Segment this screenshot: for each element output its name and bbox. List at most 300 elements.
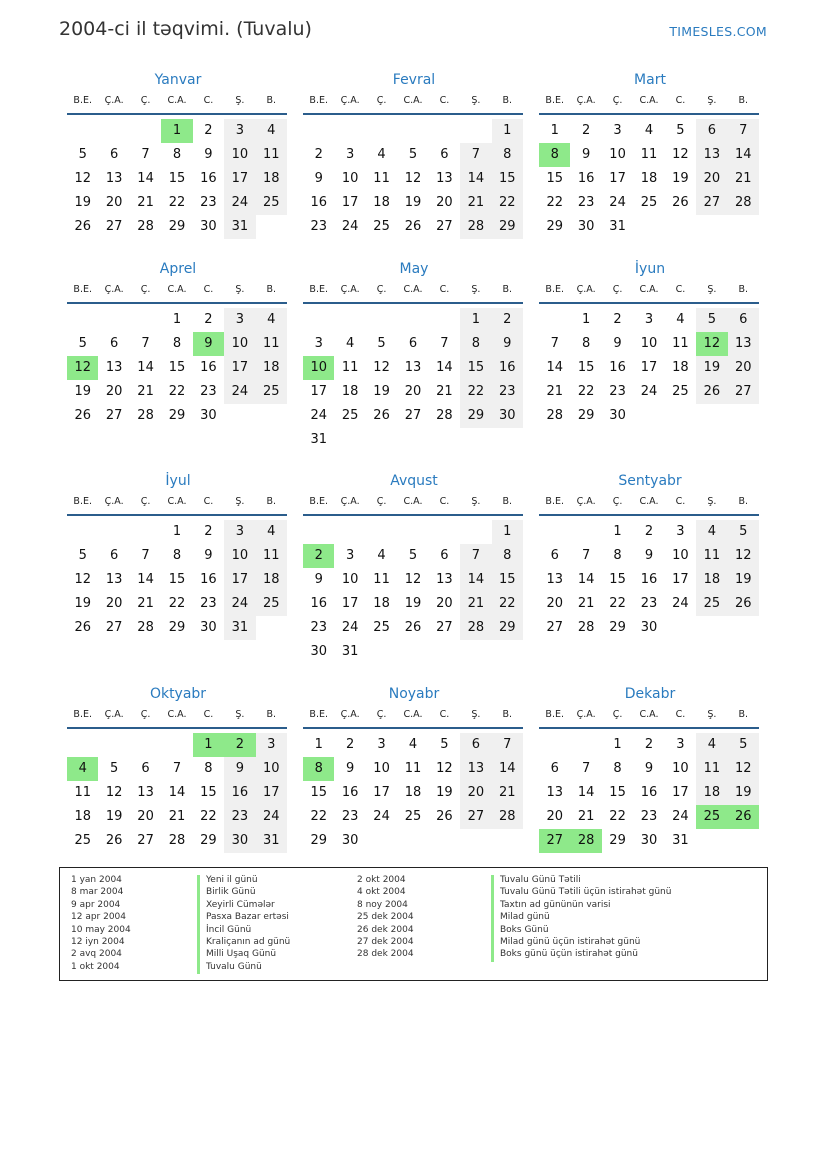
day-cell: 9 (224, 757, 255, 781)
day-cell: 22 (546, 195, 563, 210)
day-cell: 13 (436, 171, 453, 186)
weekday-label: C.A. (403, 95, 423, 106)
weekday-label: B.E. (309, 284, 328, 295)
legend-holiday-name: Boks günü üçün istirahət günü (491, 949, 671, 961)
day-cell: 15 (168, 360, 186, 375)
day-cell: 13 (105, 360, 123, 375)
legend-date: 2 okt 2004 (357, 875, 406, 885)
weekday-label: Ç. (376, 95, 387, 106)
day-cell: 20 (546, 596, 563, 611)
month-name: Oktyabr (149, 686, 207, 702)
day-cell: 23 (341, 809, 359, 824)
day-cell: 28 (460, 215, 491, 239)
day-cell: 28 (137, 408, 154, 423)
day-cell: 19 (728, 781, 759, 805)
day-cell: 12 (728, 757, 759, 781)
legend-holiday-name: Milad günü (491, 912, 671, 924)
weekday-label: Ç. (376, 709, 387, 720)
day-cell: 7 (141, 548, 150, 563)
day-cell: 27 (546, 620, 563, 635)
day-cell: 29 (168, 219, 186, 234)
day-cell: 19 (404, 596, 422, 611)
day-cell: 11 (256, 143, 287, 167)
legend-date: 25 dek 2004 (357, 912, 414, 923)
day-cell: 26 (404, 620, 422, 635)
day-cell: 24 (672, 596, 689, 611)
weekday-label: B. (266, 496, 277, 507)
day-cell: 13 (546, 785, 563, 800)
weekday-label: Ş. (235, 496, 245, 507)
month-name: İyul (165, 473, 191, 489)
weekday-label: B.E. (545, 709, 564, 720)
weekday-label: Ş. (707, 496, 717, 507)
weekday-label: C. (203, 95, 214, 106)
day-cell: 14 (137, 360, 154, 375)
weekday-label: C.A. (639, 496, 659, 507)
day-cell: 8 (172, 147, 182, 162)
day-cell: 6 (550, 761, 559, 776)
day-cell: 25 (256, 191, 287, 215)
day-cell: 1 (581, 312, 591, 327)
day-cell: 23 (640, 809, 658, 824)
day-cell: 23 (310, 620, 327, 635)
day-cell: 7 (550, 336, 559, 351)
day-cell: 13 (404, 360, 422, 375)
weekday-label: B. (502, 496, 513, 507)
day-cell: 19 (672, 171, 689, 186)
legend-date: 8 mar 2004 (71, 887, 124, 898)
day-cell: 8 (492, 544, 523, 568)
day-cell: 27 (105, 620, 123, 635)
day-cell: 17 (310, 384, 327, 399)
day-cell: 31 (609, 219, 626, 234)
day-cell: 11 (256, 332, 287, 356)
day-cell: 5 (408, 147, 418, 162)
day-cell: 12 (105, 785, 123, 800)
day-cell: 2 (204, 524, 213, 539)
day-cell: 19 (74, 596, 91, 611)
day-cell: 28 (728, 191, 759, 215)
legend-date: 12 iyn 2004 (71, 936, 125, 947)
day-cell: 21 (137, 195, 154, 210)
day-cell: 1 (613, 524, 622, 539)
day-cell: 3 (613, 123, 622, 138)
day-cell: 24 (609, 195, 626, 210)
day-cell: 10 (341, 572, 359, 587)
day-cell: 3 (224, 119, 255, 143)
day-cell: 22 (492, 592, 523, 616)
legend-names-right (491, 875, 671, 962)
weekday-label: B. (738, 709, 749, 720)
day-cell: 8 (172, 336, 182, 351)
holiday-day-cell: 4 (67, 757, 98, 781)
day-cell: 30 (640, 833, 658, 848)
day-cell: 19 (728, 568, 759, 592)
day-cell: 17 (672, 572, 689, 587)
day-cell: 3 (314, 336, 323, 351)
day-cell: 4 (408, 737, 418, 752)
day-cell: 5 (78, 336, 87, 351)
day-cell: 20 (404, 384, 422, 399)
day-cell: 1 (550, 123, 559, 138)
day-cell: 9 (314, 171, 323, 186)
weekday-label: Ş. (707, 95, 717, 106)
day-cell: 24 (224, 592, 255, 616)
day-cell: 27 (436, 219, 453, 234)
day-cell: 7 (460, 544, 491, 568)
day-cell: 25 (256, 592, 287, 616)
day-cell: 7 (141, 147, 150, 162)
day-cell: 12 (672, 147, 689, 162)
day-cell: 13 (546, 572, 563, 587)
day-cell: 22 (168, 195, 186, 210)
day-cell: 17 (224, 356, 255, 380)
day-cell: 16 (200, 572, 217, 587)
day-cell: 30 (200, 408, 217, 423)
day-cell: 31 (224, 215, 255, 239)
day-cell: 25 (341, 408, 359, 423)
day-cell: 19 (404, 195, 422, 210)
day-cell: 20 (137, 809, 154, 824)
month-name: Dekabr (624, 686, 676, 702)
day-cell: 6 (440, 548, 449, 563)
day-cell: 13 (137, 785, 154, 800)
legend-names-left (197, 875, 290, 974)
day-cell: 1 (492, 119, 523, 143)
day-cell: 18 (256, 167, 287, 191)
day-cell: 1 (172, 312, 182, 327)
day-cell: 3 (224, 520, 255, 544)
holiday-day-cell: 8 (539, 143, 570, 167)
day-cell: 29 (492, 215, 523, 239)
day-cell: 5 (78, 147, 87, 162)
day-cell: 18 (672, 360, 689, 375)
day-cell: 3 (256, 733, 287, 757)
day-cell: 25 (640, 195, 658, 210)
day-cell: 8 (492, 143, 523, 167)
day-cell: 20 (436, 195, 453, 210)
day-cell: 20 (105, 596, 123, 611)
weekday-label: C.A. (167, 95, 187, 106)
day-cell: 29 (546, 219, 563, 234)
weekday-label: Ç.A. (104, 284, 124, 295)
month-name: İyun (634, 261, 666, 277)
weekday-label: C.A. (403, 496, 423, 507)
day-cell: 16 (640, 572, 658, 587)
weekday-label: B. (502, 284, 513, 295)
day-cell: 11 (672, 336, 689, 351)
legend-date: 8 noy 2004 (357, 899, 408, 910)
day-cell: 31 (310, 432, 327, 447)
holiday-day-cell: 12 (67, 356, 98, 380)
day-cell: 31 (256, 829, 287, 853)
day-cell: 13 (728, 332, 759, 356)
day-cell: 29 (609, 833, 626, 848)
day-cell: 8 (204, 761, 213, 776)
weekday-label: C. (439, 496, 450, 507)
weekday-label: B. (738, 284, 749, 295)
day-cell: 16 (640, 785, 658, 800)
day-cell: 20 (105, 195, 123, 210)
holiday-day-cell: 2 (224, 733, 255, 757)
weekday-label: Ç. (612, 709, 623, 720)
day-cell: 14 (577, 785, 595, 800)
day-cell: 17 (373, 785, 390, 800)
day-cell: 15 (609, 785, 626, 800)
weekday-header (303, 284, 523, 304)
legend-date: 4 okt 2004 (357, 887, 406, 898)
month-name: Aprel (159, 261, 197, 277)
day-cell: 9 (492, 332, 523, 356)
holiday-day-cell: 10 (303, 356, 334, 380)
day-cell: 22 (492, 191, 523, 215)
weekday-label: B. (502, 95, 513, 106)
day-cell: 8 (613, 548, 622, 563)
weekday-label: Ç. (612, 284, 623, 295)
weekday-label: Ç. (140, 496, 151, 507)
day-cell: 5 (109, 761, 119, 776)
day-cell: 18 (74, 809, 91, 824)
day-cell: 22 (609, 809, 626, 824)
holiday-day-cell: 28 (570, 829, 601, 853)
day-cell: 24 (224, 380, 255, 404)
day-cell: 29 (577, 408, 595, 423)
day-cell: 8 (460, 332, 491, 356)
legend-date: 28 dek 2004 (357, 949, 414, 960)
weekday-label: Ç.A. (340, 709, 360, 720)
day-cell: 3 (345, 548, 355, 563)
day-cell: 23 (310, 219, 327, 234)
day-cell: 6 (408, 336, 418, 351)
legend-holiday-name: Milad günü üçün istirahət günü (491, 937, 671, 949)
day-cell: 26 (404, 219, 422, 234)
weekday-label: B.E. (73, 496, 92, 507)
day-cell: 14 (168, 785, 186, 800)
day-cell: 6 (109, 548, 119, 563)
day-cell: 23 (577, 195, 595, 210)
holiday-day-cell: 2 (303, 544, 334, 568)
weekday-label: Ş. (471, 496, 481, 507)
weekday-label: C. (203, 496, 214, 507)
day-cell: 7 (440, 336, 449, 351)
day-cell: 7 (141, 336, 150, 351)
day-cell: 19 (105, 809, 123, 824)
day-cell: 16 (577, 171, 595, 186)
day-cell: 28 (460, 616, 491, 640)
day-cell: 30 (577, 219, 595, 234)
weekday-label: B. (738, 496, 749, 507)
holiday-day-cell: 8 (303, 757, 334, 781)
weekday-header (539, 284, 759, 304)
day-cell: 1 (613, 737, 622, 752)
day-cell: 6 (440, 147, 449, 162)
weekday-label: C. (439, 95, 450, 106)
day-cell: 19 (696, 356, 727, 380)
brand-link[interactable]: TIMESLES.COM (669, 24, 767, 39)
day-cell: 9 (204, 548, 213, 563)
day-cell: 29 (609, 620, 626, 635)
day-cell: 9 (644, 548, 654, 563)
weekday-label: B.E. (545, 284, 564, 295)
day-cell: 19 (373, 384, 390, 399)
day-cell: 24 (672, 809, 689, 824)
legend-holiday-name: Tuvalu Günü Tətili (491, 875, 671, 887)
day-cell: 24 (341, 219, 359, 234)
day-cell: 29 (168, 408, 186, 423)
day-cell: 26 (672, 195, 689, 210)
legend-date: 12 apr 2004 (71, 912, 127, 923)
day-cell: 6 (696, 119, 727, 143)
day-cell: 12 (74, 572, 91, 587)
month-name: Mart (634, 72, 666, 88)
day-cell: 16 (310, 596, 327, 611)
day-cell: 21 (168, 809, 186, 824)
day-cell: 28 (436, 408, 453, 423)
day-cell: 2 (345, 737, 355, 752)
day-cell: 30 (341, 833, 359, 848)
day-cell: 23 (200, 596, 217, 611)
day-cell: 25 (404, 809, 422, 824)
weekday-label: C.A. (403, 709, 423, 720)
day-cell: 17 (341, 195, 359, 210)
day-cell: 9 (581, 147, 591, 162)
month-name: May (399, 261, 429, 277)
holiday-day-cell: 1 (193, 733, 224, 757)
legend-date: 10 may 2004 (71, 924, 131, 935)
weekday-label: Ç.A. (576, 709, 596, 720)
day-cell: 15 (460, 356, 491, 380)
weekday-header (67, 496, 287, 516)
day-cell: 18 (256, 568, 287, 592)
day-cell: 23 (492, 380, 523, 404)
day-cell: 11 (74, 785, 91, 800)
day-cell: 13 (436, 572, 453, 587)
day-cell: 6 (728, 308, 759, 332)
day-cell: 13 (460, 757, 491, 781)
day-cell: 27 (404, 408, 422, 423)
weekday-label: B. (266, 709, 277, 720)
weekday-label: Ç. (140, 284, 151, 295)
day-cell: 22 (577, 384, 595, 399)
holiday-legend (59, 867, 768, 981)
month-name: Noyabr (388, 686, 440, 702)
weekday-label: C.A. (639, 284, 659, 295)
day-cell: 15 (546, 171, 563, 186)
day-cell: 20 (436, 596, 453, 611)
day-cell: 22 (609, 596, 626, 611)
legend-holiday-name: Birlik Günü (197, 887, 290, 899)
day-cell: 28 (137, 219, 154, 234)
day-cell: 11 (256, 544, 287, 568)
day-cell: 25 (373, 620, 390, 635)
day-cell: 20 (728, 356, 759, 380)
day-cell: 25 (672, 384, 689, 399)
day-cell: 21 (436, 384, 453, 399)
day-cell: 23 (224, 805, 255, 829)
day-cell: 4 (256, 119, 287, 143)
day-cell: 24 (256, 805, 287, 829)
legend-holiday-name: İncil Günü (197, 925, 290, 937)
day-cell: 18 (404, 785, 422, 800)
weekday-label: B. (266, 284, 277, 295)
day-cell: 2 (314, 147, 323, 162)
day-cell: 14 (137, 572, 154, 587)
weekday-label: C. (439, 284, 450, 295)
day-cell: 21 (460, 592, 491, 616)
day-cell: 10 (373, 761, 390, 776)
day-cell: 25 (74, 833, 91, 848)
legend-date: 26 dek 2004 (357, 924, 414, 935)
weekday-label: Ş. (471, 284, 481, 295)
day-cell: 26 (105, 833, 123, 848)
day-cell: 24 (341, 620, 359, 635)
day-cell: 19 (74, 195, 91, 210)
day-cell: 13 (105, 572, 123, 587)
day-cell: 10 (341, 171, 359, 186)
day-cell: 18 (696, 781, 727, 805)
weekday-label: C.A. (639, 709, 659, 720)
legend-holiday-name: Kraliçanın ad günü (197, 937, 290, 949)
day-cell: 10 (224, 544, 255, 568)
month-name: Yanvar (154, 72, 202, 88)
day-cell: 11 (640, 147, 658, 162)
day-cell: 4 (676, 312, 685, 327)
day-cell: 28 (137, 620, 154, 635)
day-cell: 1 (172, 524, 182, 539)
day-cell: 12 (728, 544, 759, 568)
day-cell: 2 (204, 123, 213, 138)
day-cell: 6 (109, 147, 119, 162)
day-cell: 24 (224, 191, 255, 215)
legend-date: 1 yan 2004 (71, 875, 122, 885)
day-cell: 24 (310, 408, 327, 423)
day-cell: 14 (460, 167, 491, 191)
weekday-label: B.E. (545, 496, 564, 507)
weekday-label: Ç.A. (104, 95, 124, 106)
day-cell: 13 (105, 171, 123, 186)
weekday-header (303, 95, 523, 115)
day-cell: 5 (696, 308, 727, 332)
day-cell: 18 (640, 171, 658, 186)
weekday-label: Ş. (235, 284, 245, 295)
day-cell: 18 (696, 568, 727, 592)
day-cell: 10 (224, 143, 255, 167)
day-cell: 8 (172, 548, 182, 563)
day-cell: 27 (436, 620, 453, 635)
weekday-header (303, 709, 523, 729)
weekday-label: C.A. (403, 284, 423, 295)
weekday-label: Ç.A. (576, 496, 596, 507)
day-cell: 24 (640, 384, 658, 399)
day-cell: 11 (373, 171, 390, 186)
weekday-label: C.A. (167, 709, 187, 720)
day-cell: 9 (345, 761, 355, 776)
weekday-label: Ç.A. (340, 284, 360, 295)
weekday-label: Ş. (471, 709, 481, 720)
day-cell: 2 (644, 524, 654, 539)
day-cell: 11 (404, 761, 422, 776)
day-cell: 30 (609, 408, 626, 423)
day-cell: 20 (546, 809, 563, 824)
day-cell: 27 (696, 191, 727, 215)
day-cell: 9 (613, 336, 622, 351)
day-cell: 17 (224, 568, 255, 592)
month-name: Avqust (390, 473, 438, 489)
day-cell: 4 (377, 147, 386, 162)
weekday-label: B.E. (73, 95, 92, 106)
holiday-day-cell: 27 (539, 829, 570, 853)
day-cell: 12 (404, 171, 422, 186)
